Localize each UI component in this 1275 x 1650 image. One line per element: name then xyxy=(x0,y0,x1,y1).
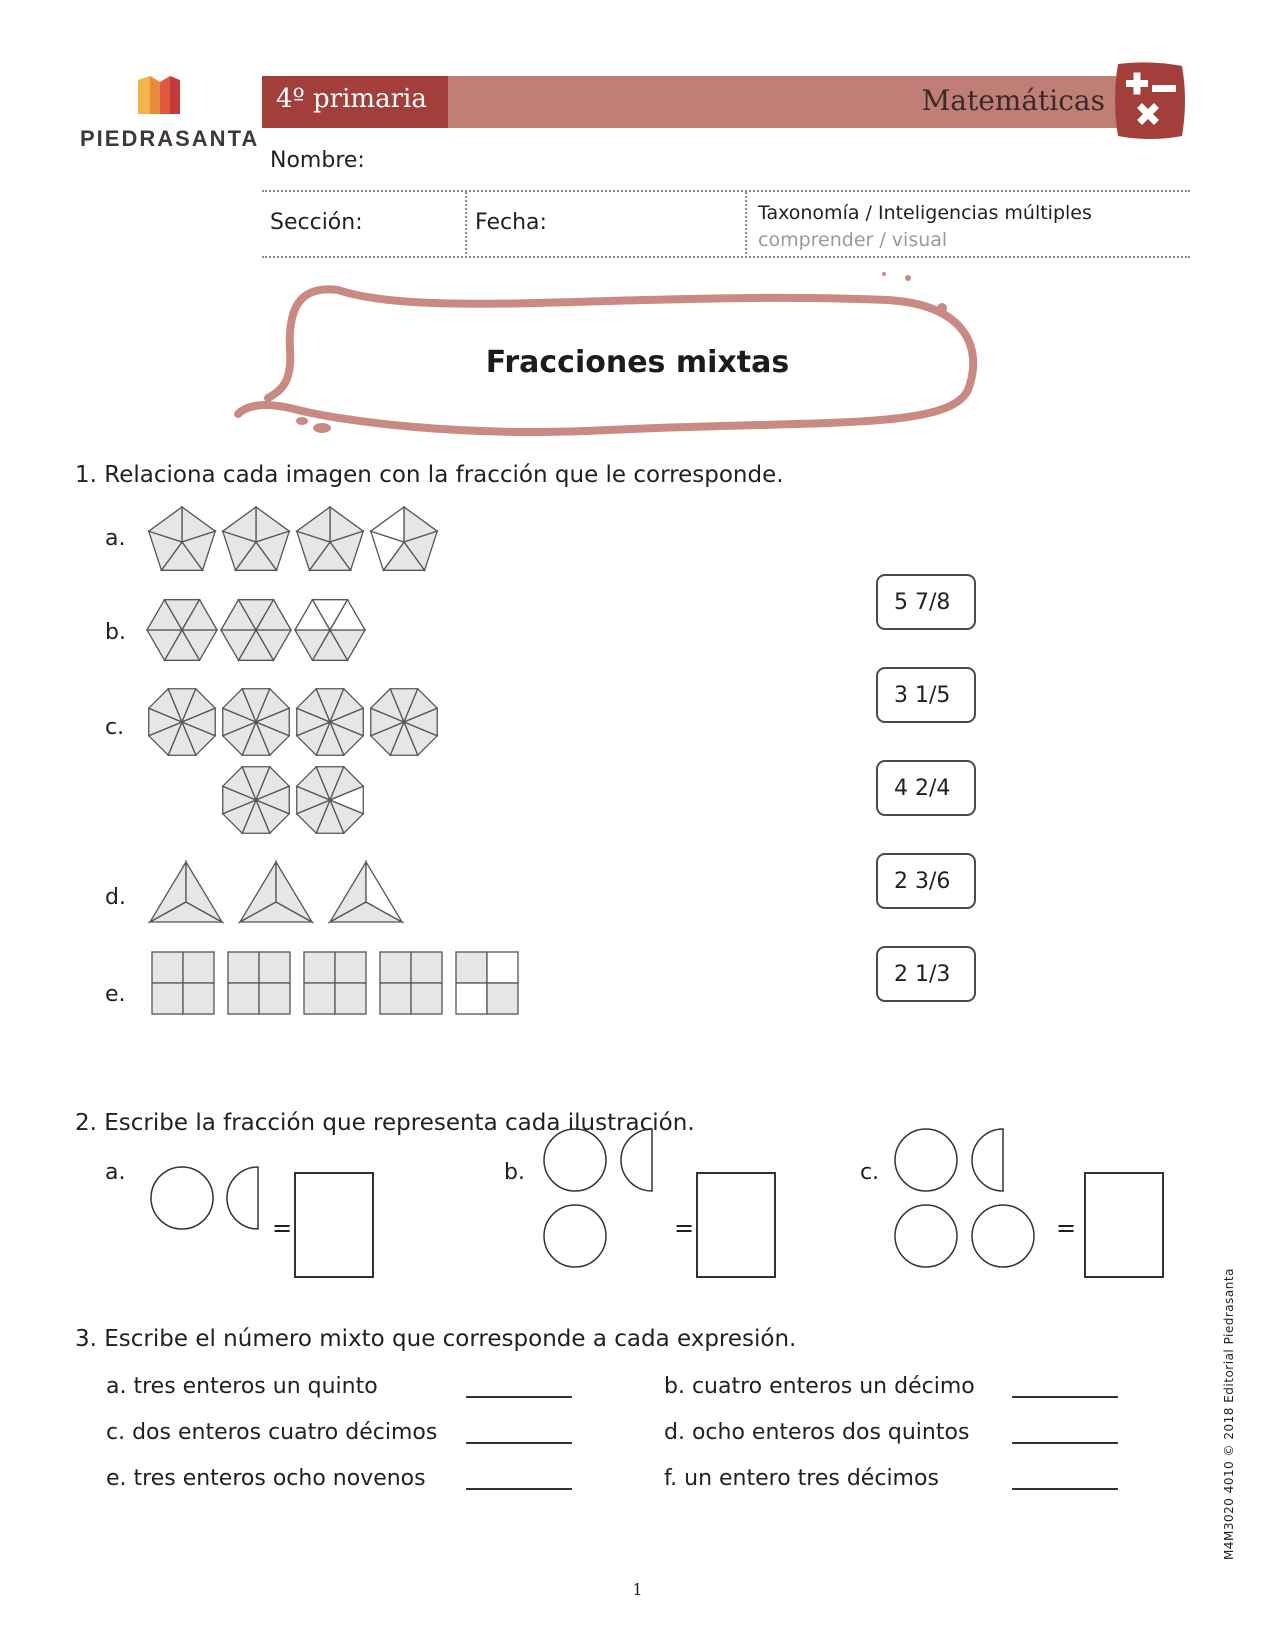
equals-sign: = xyxy=(272,1214,293,1242)
q3-item-f: f. un entero tres décimos xyxy=(664,1466,939,1491)
fraction-cell xyxy=(152,983,183,1014)
answer-blank-e[interactable] xyxy=(466,1488,572,1490)
equals-sign: = xyxy=(1056,1214,1077,1242)
fraction-cell xyxy=(411,952,442,983)
answer-input-c[interactable] xyxy=(1084,1172,1164,1278)
q3-item-e: e. tres enteros ocho novenos xyxy=(106,1466,426,1491)
taxonomia-value: comprender / visual xyxy=(758,229,948,251)
page-number: 1 xyxy=(632,1580,643,1599)
logo-text: PIEDRASANTA xyxy=(80,126,260,151)
fraction-cell xyxy=(304,952,335,983)
fraction-cell xyxy=(152,952,183,983)
answer-blank-d[interactable] xyxy=(1012,1442,1118,1444)
taxonomia-label: Taxonomía / Inteligencias múltiples xyxy=(758,202,1092,224)
page-title: Fracciones mixtas xyxy=(485,345,790,380)
question-3-prompt: 3. Escribe el número mixto que corresponde a cada expresión. xyxy=(75,1326,797,1352)
fraction-cell xyxy=(380,983,411,1014)
answer-blank-a[interactable] xyxy=(466,1396,572,1398)
seccion-label: Sección: xyxy=(270,210,363,235)
q3-item-d: d. ocho enteros dos quintos xyxy=(664,1420,970,1445)
fraction-cell xyxy=(228,983,259,1014)
half-circle xyxy=(972,1129,1003,1191)
q2-label-a: a. xyxy=(105,1160,126,1185)
copyright-text: M4M3020 4010 © 2018 Editorial Piedrasanta xyxy=(1222,1268,1236,1560)
question-1-prompt: 1. Relaciona cada imagen con la fracción que le corresponde. xyxy=(75,462,784,488)
q1-label-a: a. xyxy=(105,526,126,551)
fraction-cell xyxy=(335,952,366,983)
whole-circle xyxy=(544,1129,606,1191)
q2-label-c: c. xyxy=(860,1160,880,1185)
q3-item-a: a. tres enteros un quinto xyxy=(106,1374,378,1399)
fecha-label: Fecha: xyxy=(475,210,547,235)
q1-label-e: e. xyxy=(105,982,126,1007)
answer-box: 5 7/8 xyxy=(876,574,976,630)
fraction-cell xyxy=(411,983,442,1014)
answer-blank-b[interactable] xyxy=(1012,1396,1118,1398)
whole-circle xyxy=(151,1167,213,1229)
fraction-cell xyxy=(487,983,518,1014)
answer-box: 2 3/6 xyxy=(876,853,976,909)
answer-input-a[interactable] xyxy=(294,1172,374,1278)
fraction-cell xyxy=(335,983,366,1014)
equals-sign: = xyxy=(674,1214,695,1242)
half-circle xyxy=(227,1167,258,1229)
fraction-cell xyxy=(183,952,214,983)
q2-label-b: b. xyxy=(504,1160,525,1185)
subject-label: Matemáticas xyxy=(921,84,1105,117)
q1-label-d: d. xyxy=(105,885,126,910)
answer-box: 4 2/4 xyxy=(876,760,976,816)
fraction-cell xyxy=(259,952,290,983)
fraction-cell xyxy=(228,952,259,983)
q3-item-b: b. cuatro enteros un décimo xyxy=(664,1374,975,1399)
answer-blank-c[interactable] xyxy=(466,1442,572,1444)
answer-blank-f[interactable] xyxy=(1012,1488,1118,1490)
fraction-cell xyxy=(183,983,214,1014)
answer-input-b[interactable] xyxy=(696,1172,776,1278)
whole-circle xyxy=(544,1205,606,1267)
whole-circle xyxy=(972,1205,1034,1267)
whole-circle xyxy=(895,1129,957,1191)
fraction-cell xyxy=(304,983,335,1014)
fraction-cell xyxy=(487,952,518,983)
q1-label-c: c. xyxy=(105,715,125,740)
answer-box: 2 1/3 xyxy=(876,946,976,1002)
grade-label: 4º primaria xyxy=(276,84,427,114)
q1-label-b: b. xyxy=(105,620,126,645)
fraction-cell xyxy=(456,983,487,1014)
question-2-prompt: 2. Escribe la fracción que representa cada ilustración. xyxy=(75,1110,695,1136)
fraction-cell xyxy=(259,983,290,1014)
answer-box: 3 1/5 xyxy=(876,667,976,723)
half-circle xyxy=(621,1129,652,1191)
whole-circle xyxy=(895,1205,957,1267)
fraction-cell xyxy=(380,952,411,983)
fraction-cell xyxy=(456,952,487,983)
q3-item-c: c. dos enteros cuatro décimos xyxy=(106,1420,438,1445)
nombre-label: Nombre: xyxy=(270,148,365,173)
